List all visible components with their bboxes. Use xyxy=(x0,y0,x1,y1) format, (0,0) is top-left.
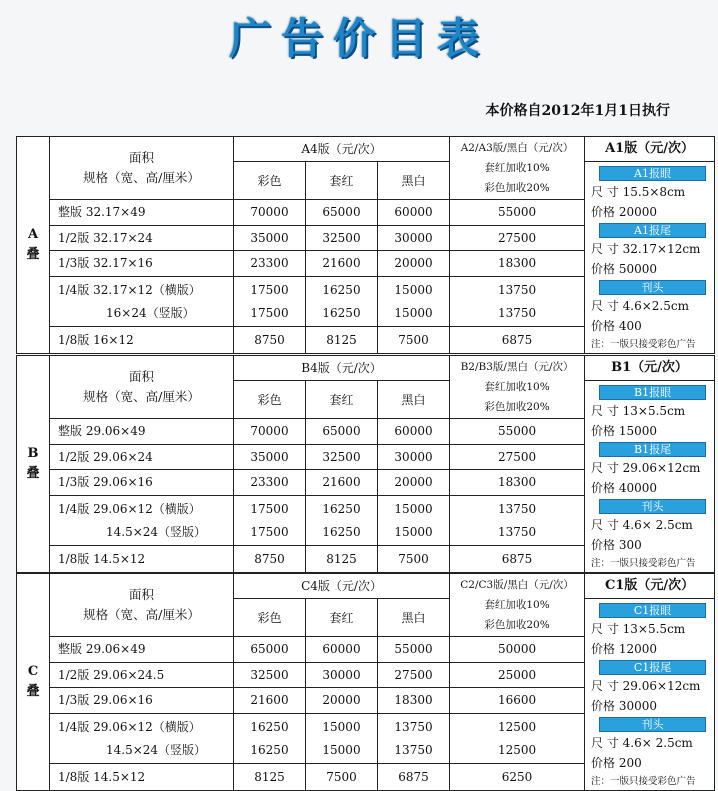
ad-slot-size: 尺 寸 15.5×8cm xyxy=(591,185,686,199)
size-spec: 1/8版 14.5×12 xyxy=(50,546,234,573)
alt-surcharge-note: 套红加收10% 彩色加收20% xyxy=(484,162,550,195)
front-page-note: 注：一版只接受彩色广告 xyxy=(591,776,696,787)
size-spec: 整版 29.06×49 xyxy=(50,419,234,444)
alt-price: 55000 xyxy=(450,419,585,444)
ad-slot-size: 尺 寸 4.6× 2.5cm xyxy=(591,518,693,532)
alt-format-header xyxy=(450,356,585,419)
ad-slot-price: 价格 400 xyxy=(591,319,642,333)
ad-slot-price: 价格 200 xyxy=(591,756,642,770)
stack-label: C 叠 xyxy=(17,574,50,791)
red-price: 16250 16250 xyxy=(306,495,378,546)
size-spec: 1/4版 32.17×12（横版） 16×24（竖版） xyxy=(50,276,234,327)
front-page-header: B1（元/次） xyxy=(585,356,715,381)
size-spec: 1/2版 29.06×24.5 xyxy=(50,662,234,687)
size-spec: 1/2版 29.06×24 xyxy=(50,444,234,469)
bw-price: 7500 xyxy=(378,327,450,354)
format-header: A4版（元/次） xyxy=(234,137,450,162)
ad-slot-price: 价格 50000 xyxy=(591,262,658,276)
ad-slot-tag: B1报眼 xyxy=(599,385,706,400)
front-page-header: A1版（元/次） xyxy=(585,137,715,162)
color-header: 彩色 xyxy=(234,381,306,419)
ad-slot-size: 尺 寸 4.6×2.5cm xyxy=(591,299,689,313)
alt-surcharge-note: 套红加收10% 彩色加收20% xyxy=(484,381,550,414)
bw-price: 13750 13750 xyxy=(378,713,450,764)
spec-header xyxy=(50,137,234,200)
color-header: 彩色 xyxy=(234,162,306,200)
size-spec: 1/8版 14.5×12 xyxy=(50,764,234,791)
red-header: 套红 xyxy=(306,162,378,200)
ad-slot-size: 尺 寸 4.6× 2.5cm xyxy=(591,736,693,750)
bw-price: 6875 xyxy=(378,764,450,791)
front-page-note: 注：一版只接受彩色广告 xyxy=(591,558,696,569)
size-spec: 1/4版 29.06×12（横版） 14.5×24（竖版） xyxy=(50,713,234,764)
page-title: 广告价目表 xyxy=(228,14,489,63)
alt-price: 50000 xyxy=(450,637,585,662)
red-price: 65000 xyxy=(306,419,378,444)
bw-price: 15000 15000 xyxy=(378,276,450,327)
alt-surcharge-note: 套红加收10% 彩色加收20% xyxy=(484,599,550,632)
area-label: 面积 xyxy=(128,150,154,166)
ad-slot-tag: A1报尾 xyxy=(599,223,706,238)
red-price: 7500 xyxy=(306,764,378,791)
red-price: 65000 xyxy=(306,200,378,225)
color-price: 70000 xyxy=(234,419,306,444)
size-spec: 1/3版 32.17×16 xyxy=(50,251,234,276)
format-header: B4版（元/次） xyxy=(234,356,450,381)
size-spec: 1/2版 32.17×24 xyxy=(50,225,234,250)
bw-price: 30000 xyxy=(378,444,450,469)
alt-format-label: A2/A3版/黑白（元/次） xyxy=(460,142,574,155)
spec-label: 规格（宽、高/厘米） xyxy=(83,389,200,405)
color-price: 35000 xyxy=(234,225,306,250)
color-price: 32500 xyxy=(234,662,306,687)
bw-price: 27500 xyxy=(378,662,450,687)
color-price: 8750 xyxy=(234,327,306,354)
color-price: 8750 xyxy=(234,546,306,573)
ad-slot-size: 尺 寸 32.17×12cm xyxy=(591,242,701,256)
red-price: 8125 xyxy=(306,327,378,354)
red-price: 21600 xyxy=(306,251,378,276)
ad-slot-tag: C1报眼 xyxy=(599,603,706,618)
ad-slot-price: 价格 40000 xyxy=(591,481,658,495)
color-price: 65000 xyxy=(234,637,306,662)
ad-slot-price: 价格 15000 xyxy=(591,424,658,438)
alt-price: 18300 xyxy=(450,251,585,276)
color-price: 35000 xyxy=(234,444,306,469)
alt-price: 55000 xyxy=(450,200,585,225)
alt-format-header xyxy=(450,574,585,637)
alt-price: 12500 12500 xyxy=(450,713,585,764)
ad-slot-price: 价格 30000 xyxy=(591,699,658,713)
bw-price: 20000 xyxy=(378,251,450,276)
alt-price: 6250 xyxy=(450,764,585,791)
color-price: 21600 xyxy=(234,688,306,713)
area-label: 面积 xyxy=(128,587,154,603)
stack-label: A 叠 xyxy=(17,137,50,354)
front-page-header: C1版（元/次） xyxy=(585,574,715,599)
red-price: 32500 xyxy=(306,225,378,250)
size-spec: 整版 29.06×49 xyxy=(50,637,234,662)
spec-label: 规格（宽、高/厘米） xyxy=(83,607,200,623)
alt-price: 27500 xyxy=(450,225,585,250)
ad-slot-tag: 刊头 xyxy=(599,280,706,295)
size-spec: 1/8版 16×12 xyxy=(50,327,234,354)
price-table-a xyxy=(16,136,715,354)
bw-price: 20000 xyxy=(378,470,450,495)
alt-format-header xyxy=(450,137,585,200)
effective-date-note: 本价格自2012年1月1日执行 xyxy=(485,103,670,119)
ad-slot-tag: 刊头 xyxy=(599,717,706,732)
red-price: 15000 15000 xyxy=(306,713,378,764)
ad-slot-size: 尺 寸 13×5.5cm xyxy=(591,404,686,418)
ad-slot-price: 价格 300 xyxy=(591,538,642,552)
ad-slot-size: 尺 寸 29.06×12cm xyxy=(591,679,701,693)
bw-price: 7500 xyxy=(378,546,450,573)
alt-price: 18300 xyxy=(450,470,585,495)
bw-header: 黑白 xyxy=(378,381,450,419)
front-page-panel xyxy=(585,381,715,573)
alt-price: 6875 xyxy=(450,327,585,354)
bw-price: 60000 xyxy=(378,419,450,444)
stack-label: B 叠 xyxy=(17,356,50,573)
alt-format-label: B2/B3版/黑白（元/次） xyxy=(460,361,574,374)
spec-header xyxy=(50,574,234,637)
color-price: 23300 xyxy=(234,470,306,495)
color-price: 17500 17500 xyxy=(234,495,306,546)
price-table-c xyxy=(16,573,715,791)
ad-slot-tag: A1报眼 xyxy=(599,166,706,181)
red-price: 16250 16250 xyxy=(306,276,378,327)
bw-price: 18300 xyxy=(378,688,450,713)
color-price: 17500 17500 xyxy=(234,276,306,327)
size-spec: 1/3版 29.06×16 xyxy=(50,688,234,713)
area-label: 面积 xyxy=(128,369,154,385)
alt-price: 25000 xyxy=(450,662,585,687)
alt-price: 13750 13750 xyxy=(450,495,585,546)
price-table-b xyxy=(16,355,715,573)
bw-header: 黑白 xyxy=(378,162,450,200)
ad-slot-tag: C1报尾 xyxy=(599,660,706,675)
red-price: 30000 xyxy=(306,662,378,687)
alt-price: 16600 xyxy=(450,688,585,713)
red-price: 8125 xyxy=(306,546,378,573)
bw-price: 55000 xyxy=(378,637,450,662)
red-price: 20000 xyxy=(306,688,378,713)
alt-format-label: C2/C3版/黑白（元/次） xyxy=(460,579,574,592)
red-price: 60000 xyxy=(306,637,378,662)
format-header: C4版（元/次） xyxy=(234,574,450,599)
ad-slot-size: 尺 寸 13×5.5cm xyxy=(591,622,686,636)
color-price: 23300 xyxy=(234,251,306,276)
ad-slot-tag: B1报尾 xyxy=(599,442,706,457)
red-price: 21600 xyxy=(306,470,378,495)
bw-price: 15000 15000 xyxy=(378,495,450,546)
front-page-note: 注：一版只接受彩色广告 xyxy=(591,339,696,350)
red-header: 套红 xyxy=(306,381,378,419)
color-price: 70000 xyxy=(234,200,306,225)
bw-header: 黑白 xyxy=(378,599,450,637)
ad-slot-size: 尺 寸 29.06×12cm xyxy=(591,461,701,475)
spec-label: 规格（宽、高/厘米） xyxy=(83,170,200,186)
front-page-panel xyxy=(585,162,715,354)
ad-slot-price: 价格 12000 xyxy=(591,642,658,656)
red-price: 32500 xyxy=(306,444,378,469)
alt-price: 27500 xyxy=(450,444,585,469)
color-price: 16250 16250 xyxy=(234,713,306,764)
front-page-panel xyxy=(585,599,715,791)
spec-header xyxy=(50,356,234,419)
ad-slot-tag: 刊头 xyxy=(599,499,706,514)
red-header: 套红 xyxy=(306,599,378,637)
size-spec: 1/3版 29.06×16 xyxy=(50,470,234,495)
ad-slot-price: 价格 20000 xyxy=(591,205,658,219)
size-spec: 整版 32.17×49 xyxy=(50,200,234,225)
bw-price: 60000 xyxy=(378,200,450,225)
bw-price: 30000 xyxy=(378,225,450,250)
color-header: 彩色 xyxy=(234,599,306,637)
alt-price: 6875 xyxy=(450,546,585,573)
color-price: 8125 xyxy=(234,764,306,791)
size-spec: 1/4版 29.06×12（横版） 14.5×24（竖版） xyxy=(50,495,234,546)
alt-price: 13750 13750 xyxy=(450,276,585,327)
